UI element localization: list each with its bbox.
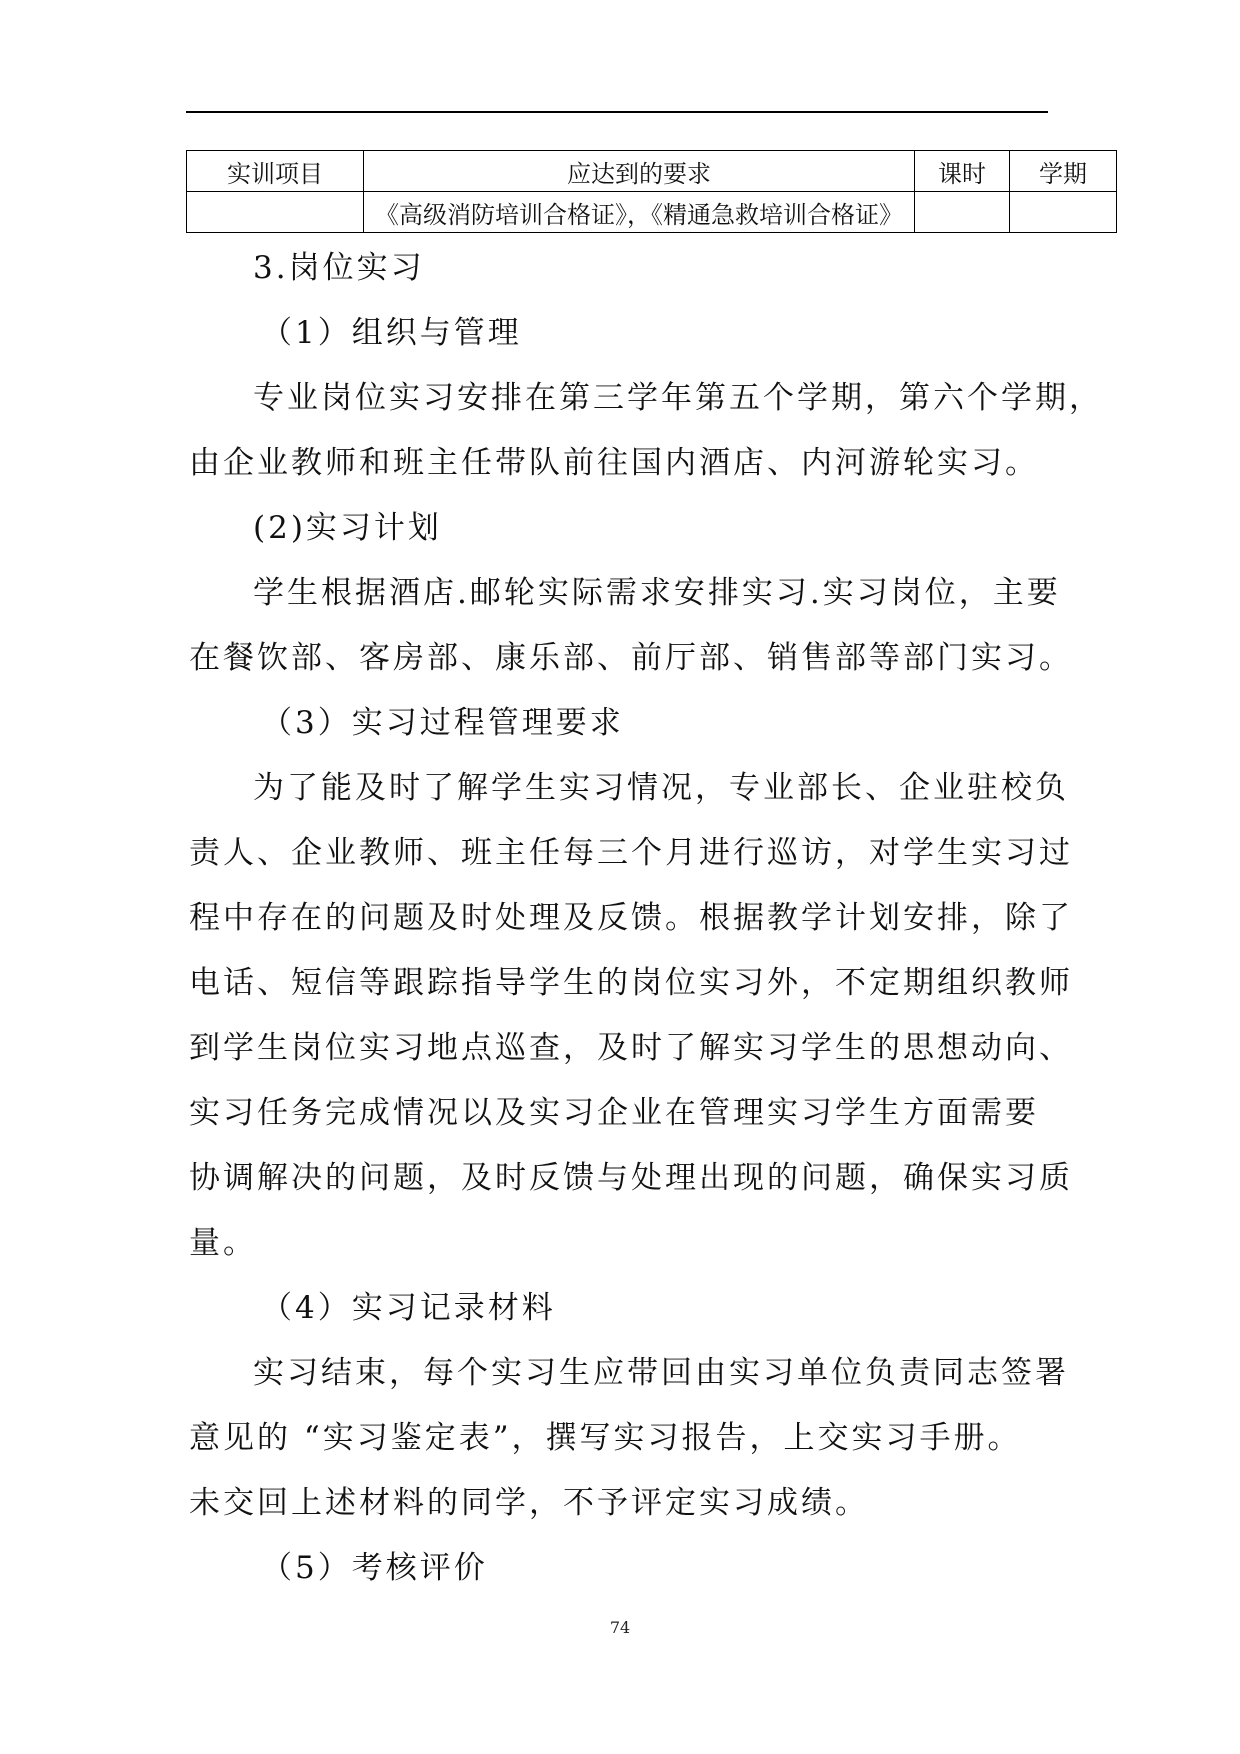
table-cell	[187, 192, 364, 233]
subsection-heading: （3）实习过程管理要求	[261, 705, 624, 741]
subsection-heading: (2)实习计划	[253, 510, 442, 546]
paragraph-line: 实习任务完成情况以及实习企业在管理实习学生方面需要	[189, 1095, 1039, 1131]
table-cell: 《高级消防培训合格证》，《精通急救培训合格证》	[364, 192, 915, 233]
subsection-heading: （1）组织与管理	[261, 315, 522, 351]
paragraph-line: 为了能及时了解学生实习情况，专业部长、企业驻校负	[253, 770, 1069, 806]
paragraph-line: 程中存在的问题及时处理及反馈。根据教学计划安排，除了	[189, 900, 1073, 936]
body-content	[189, 236, 1103, 1601]
paragraph-line: 电话、短信等跟踪指导学生的岗位实习外，不定期组织教师	[189, 965, 1073, 1001]
table-row	[187, 192, 1117, 233]
subsection-heading: （4）实习记录材料	[261, 1290, 556, 1326]
header-cell-semester: 学期	[1010, 151, 1117, 192]
paragraph-line: 学生根据酒店.邮轮实际需求安排实习.实习岗位，主要	[253, 575, 1061, 611]
paragraph-line: 责人、企业教师、班主任每三个月进行巡访，对学生实习过	[189, 835, 1073, 871]
header-rule	[186, 111, 1048, 113]
table-cell	[915, 192, 1010, 233]
page-number: 74	[609, 1618, 631, 1637]
training-table	[186, 150, 1117, 233]
paragraph-line: 在餐饮部、客房部、康乐部、前厅部、销售部等部门实习。	[189, 640, 1073, 676]
header-cell-project: 实训项目	[187, 151, 364, 192]
paragraph-line: 到学生岗位实习地点巡查，及时了解实习学生的思想动向、	[189, 1030, 1073, 1066]
paragraph-line: 实习结束，每个实习生应带回由实习单位负责同志签署	[253, 1355, 1069, 1391]
section-heading: 3.岗位实习	[253, 250, 425, 286]
table-header-row	[187, 151, 1117, 192]
paragraph-line: 量。	[189, 1225, 257, 1261]
paragraph-line: 未交回上述材料的同学，不予评定实习成绩。	[189, 1485, 869, 1521]
paragraph-line: 由企业教师和班主任带队前往国内酒店、内河游轮实习。	[189, 445, 1039, 481]
paragraph-line: 协调解决的问题，及时反馈与处理出现的问题，确保实习质	[189, 1160, 1073, 1196]
header-cell-requirement: 应达到的要求	[364, 151, 915, 192]
table-cell	[1010, 192, 1117, 233]
paragraph-line: 意见的 “实习鉴定表”，撰写实习报告，上交实习手册。	[189, 1420, 1022, 1456]
subsection-heading: （5）考核评价	[261, 1550, 488, 1586]
paragraph-line: 专业岗位实习安排在第三学年第五个学期，第六个学期，	[253, 380, 1103, 416]
header-cell-hours: 课时	[915, 151, 1010, 192]
